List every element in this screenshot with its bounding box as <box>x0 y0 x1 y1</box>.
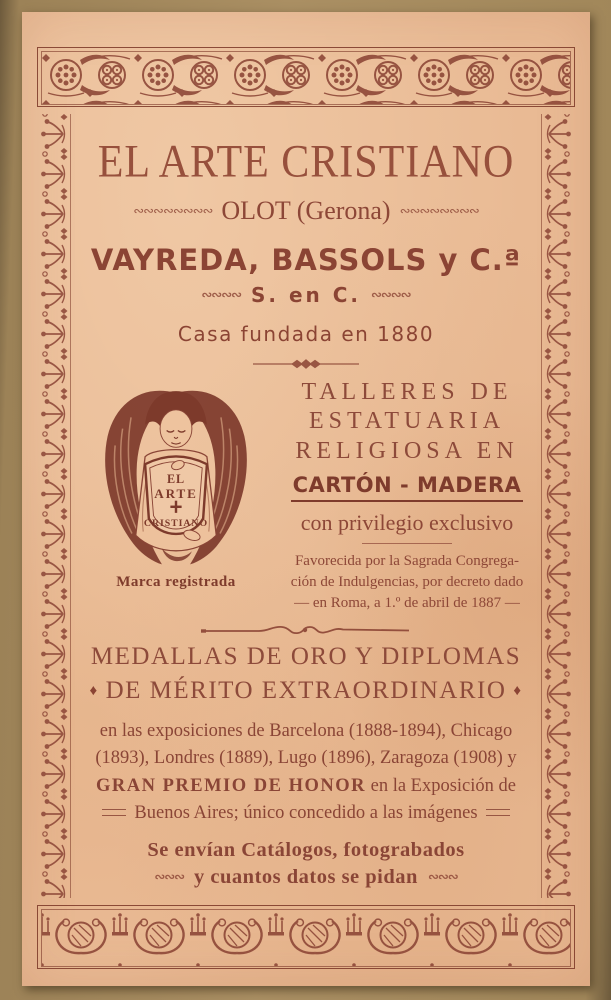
page-title: EL ARTE CRISTIANO <box>97 136 515 188</box>
left-ornament-border <box>37 114 70 898</box>
double-rule-icon <box>102 809 126 816</box>
diamond-ornament-icon: ♦ <box>513 682 523 699</box>
catalog-note <box>75 839 537 889</box>
catalog-line2 <box>75 866 537 889</box>
angel-emblem <box>87 378 265 570</box>
company-name: VAYREDA, BASSOLS y C.ª <box>90 243 522 278</box>
thin-rule <box>362 543 452 544</box>
medals-heading-line2 <box>75 677 537 705</box>
expositions-line3-rest: en la Exposición de <box>365 775 516 796</box>
expositions-paragraph <box>75 718 537 828</box>
privilege-line: con privilegio exclusivo <box>300 509 514 535</box>
shield-text-el: EL <box>166 471 186 486</box>
scroll-flourish-icon: ∾∾∾ <box>154 870 185 886</box>
catalog-line1: Se envían Catálogos, fotograbados <box>147 839 465 862</box>
catalog-line2-text: y cuantos datos se pidan <box>194 866 418 889</box>
main-frame <box>37 114 575 898</box>
decree-text <box>277 551 537 614</box>
medals-heading <box>75 643 537 705</box>
right-border-strip <box>541 114 575 898</box>
scroll-flourish-icon: ∾∾∾∾ <box>201 287 241 303</box>
award-name: GRAN PREMIO DE HONOR <box>95 775 366 796</box>
bottom-ornament-band <box>42 910 570 966</box>
top-ornament-band <box>42 52 570 104</box>
material-name: CARTÓN - MADERA <box>291 473 524 502</box>
left-border-strip <box>37 114 71 898</box>
emblem-and-workshop-section <box>75 374 537 614</box>
medals-line2-text: DE MÉRITO EXTRAORDINARIO <box>105 676 507 704</box>
diamond-divider-icon <box>251 358 361 370</box>
shield-text-arte: ARTE <box>154 485 198 501</box>
expositions-line: en las exposiciones de Barcelona (1888-1894), Chicago <box>99 720 513 741</box>
expositions-line <box>75 773 537 800</box>
medals-heading-line1: MEDALLAS DE ORO Y DIPLOMAS <box>90 642 522 670</box>
right-ornament-border <box>542 114 575 898</box>
scroll-flourish-icon: ∾∾∾∾ <box>371 287 411 303</box>
expositions-line4-text: Buenos Aires; único concedido a las imágenes <box>134 803 478 824</box>
top-band-frame <box>37 47 575 107</box>
scroll-flourish-icon: ∾∾∾∾∾∾∾∾ <box>133 203 213 219</box>
scroll-divider-icon <box>201 622 411 638</box>
diamond-ornament-icon: ♦ <box>89 682 99 699</box>
founded-line: Casa fundada en 1880 <box>177 322 435 347</box>
company-type-text: S. en C. <box>250 283 361 308</box>
scroll-flourish-icon: ∾∾∾∾∾∾∾∾ <box>399 203 479 219</box>
expositions-line: (1893), Londres (1889), Lugo (1896), Zaragoza (1908) y <box>95 748 517 769</box>
location-line <box>75 196 537 226</box>
workshop-column <box>277 374 537 614</box>
advertisement-content <box>71 114 541 898</box>
double-rule-icon <box>486 809 510 816</box>
company-type-line <box>75 283 537 307</box>
workshop-heading-line: RELIGIOSA EN <box>295 437 519 464</box>
shield-text-cristiano: CRISTIANO <box>143 518 209 530</box>
decree-line: Favorecida por la Sagrada Congrega- <box>294 552 520 569</box>
advertisement-page <box>22 12 590 986</box>
trademark-caption: Marca registrada <box>116 574 236 591</box>
expositions-line <box>75 800 537 827</box>
decree-line: ción de Indulgencias, por decreto dado <box>290 573 524 590</box>
workshop-heading-line: ESTATUARIA <box>308 408 506 435</box>
workshop-heading-line: TALLERES DE <box>301 379 513 406</box>
location-text: OLOT (Gerona) <box>221 196 391 226</box>
emblem-column <box>75 374 277 591</box>
bottom-band-frame <box>37 905 575 969</box>
decree-line: — en Roma, a 1.º de abril de 1887 — <box>294 594 520 611</box>
scroll-flourish-icon: ∾∾∾ <box>427 870 458 886</box>
